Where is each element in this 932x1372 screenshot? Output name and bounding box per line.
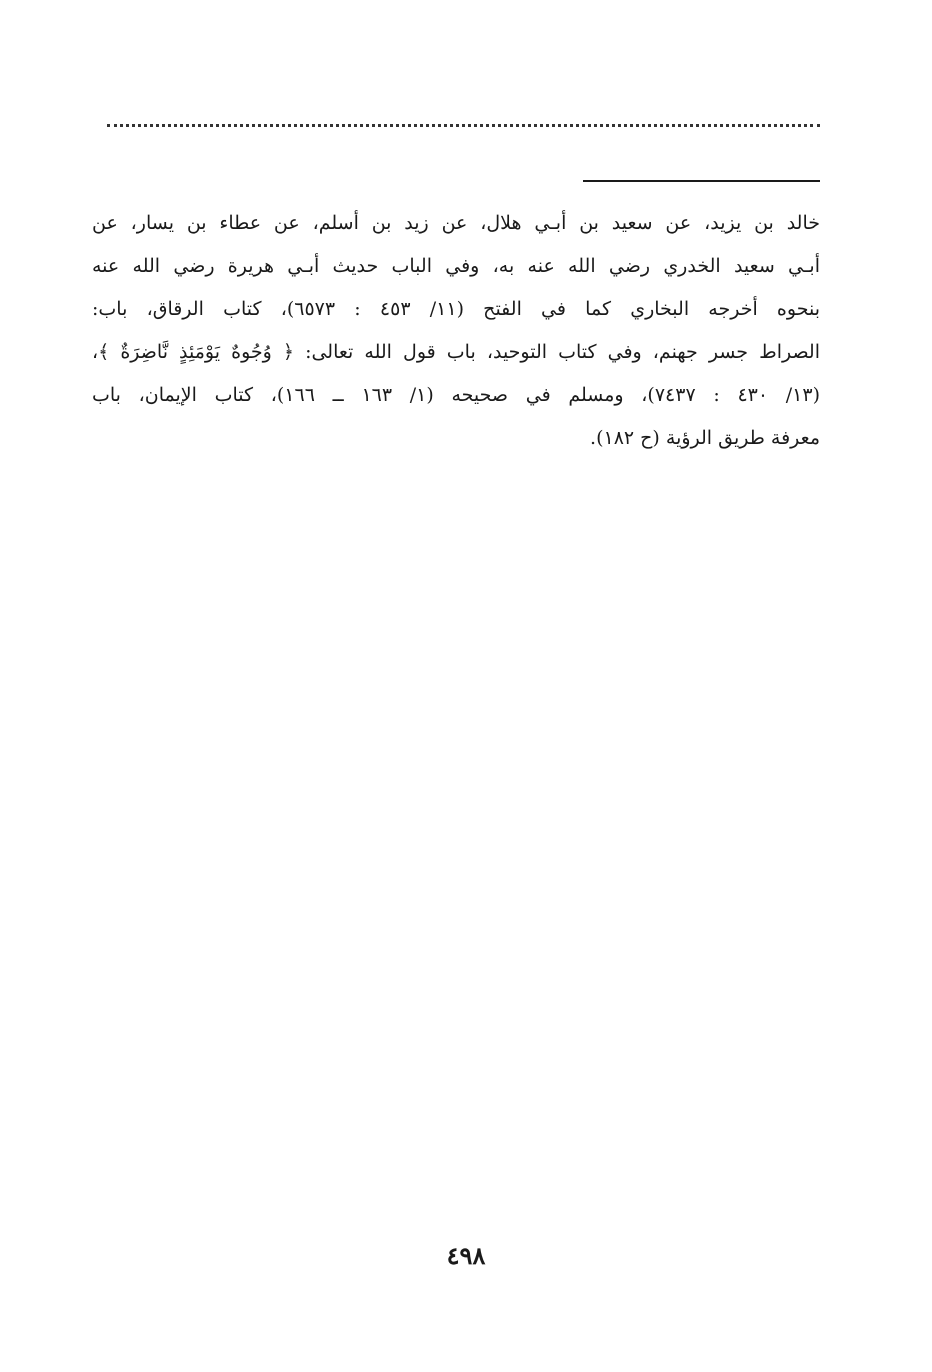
footnote-line: (١٣/ ٤٣٠ : ٧٤٣٧)، ومسلم في صحيحه (١/ ١٦٣ ــ ١٦٦)، كتاب الإيمان، باب: [92, 384, 820, 406]
footnote-line: معرفة طريق الرؤية (ح ١٨٢).: [590, 427, 820, 449]
footnote-line: أبـي سعيد الخدري رضي الله عنه به، وفي الباب حديث أبـي هريرة رضي الله عنه: [92, 255, 820, 277]
footnote-line: بنحوه أخرجه البخاري كما في الفتح (١١/ ٤٥٣ : ٦٥٧٣)، كتاب الرقاق، باب:: [92, 298, 820, 320]
footnote-line: خالد بن يزيد، عن سعيد بن أبـي هلال، عن زيد بن أسلم، عن عطاء بن يسار، عن: [92, 212, 820, 234]
footnote-text: [92, 202, 820, 460]
dotted-separator: [107, 124, 820, 127]
footnote-line: الصراط جسر جهنم، وفي كتاب التوحيد، باب قول الله تعالى: ﴿ وُجُوهٌ يَوْمَئِذٍ نَّاضِرَةٌ ﴾،: [92, 341, 820, 363]
page-number: ٤٩٨: [446, 1241, 486, 1270]
footnote-separator: [583, 180, 820, 182]
